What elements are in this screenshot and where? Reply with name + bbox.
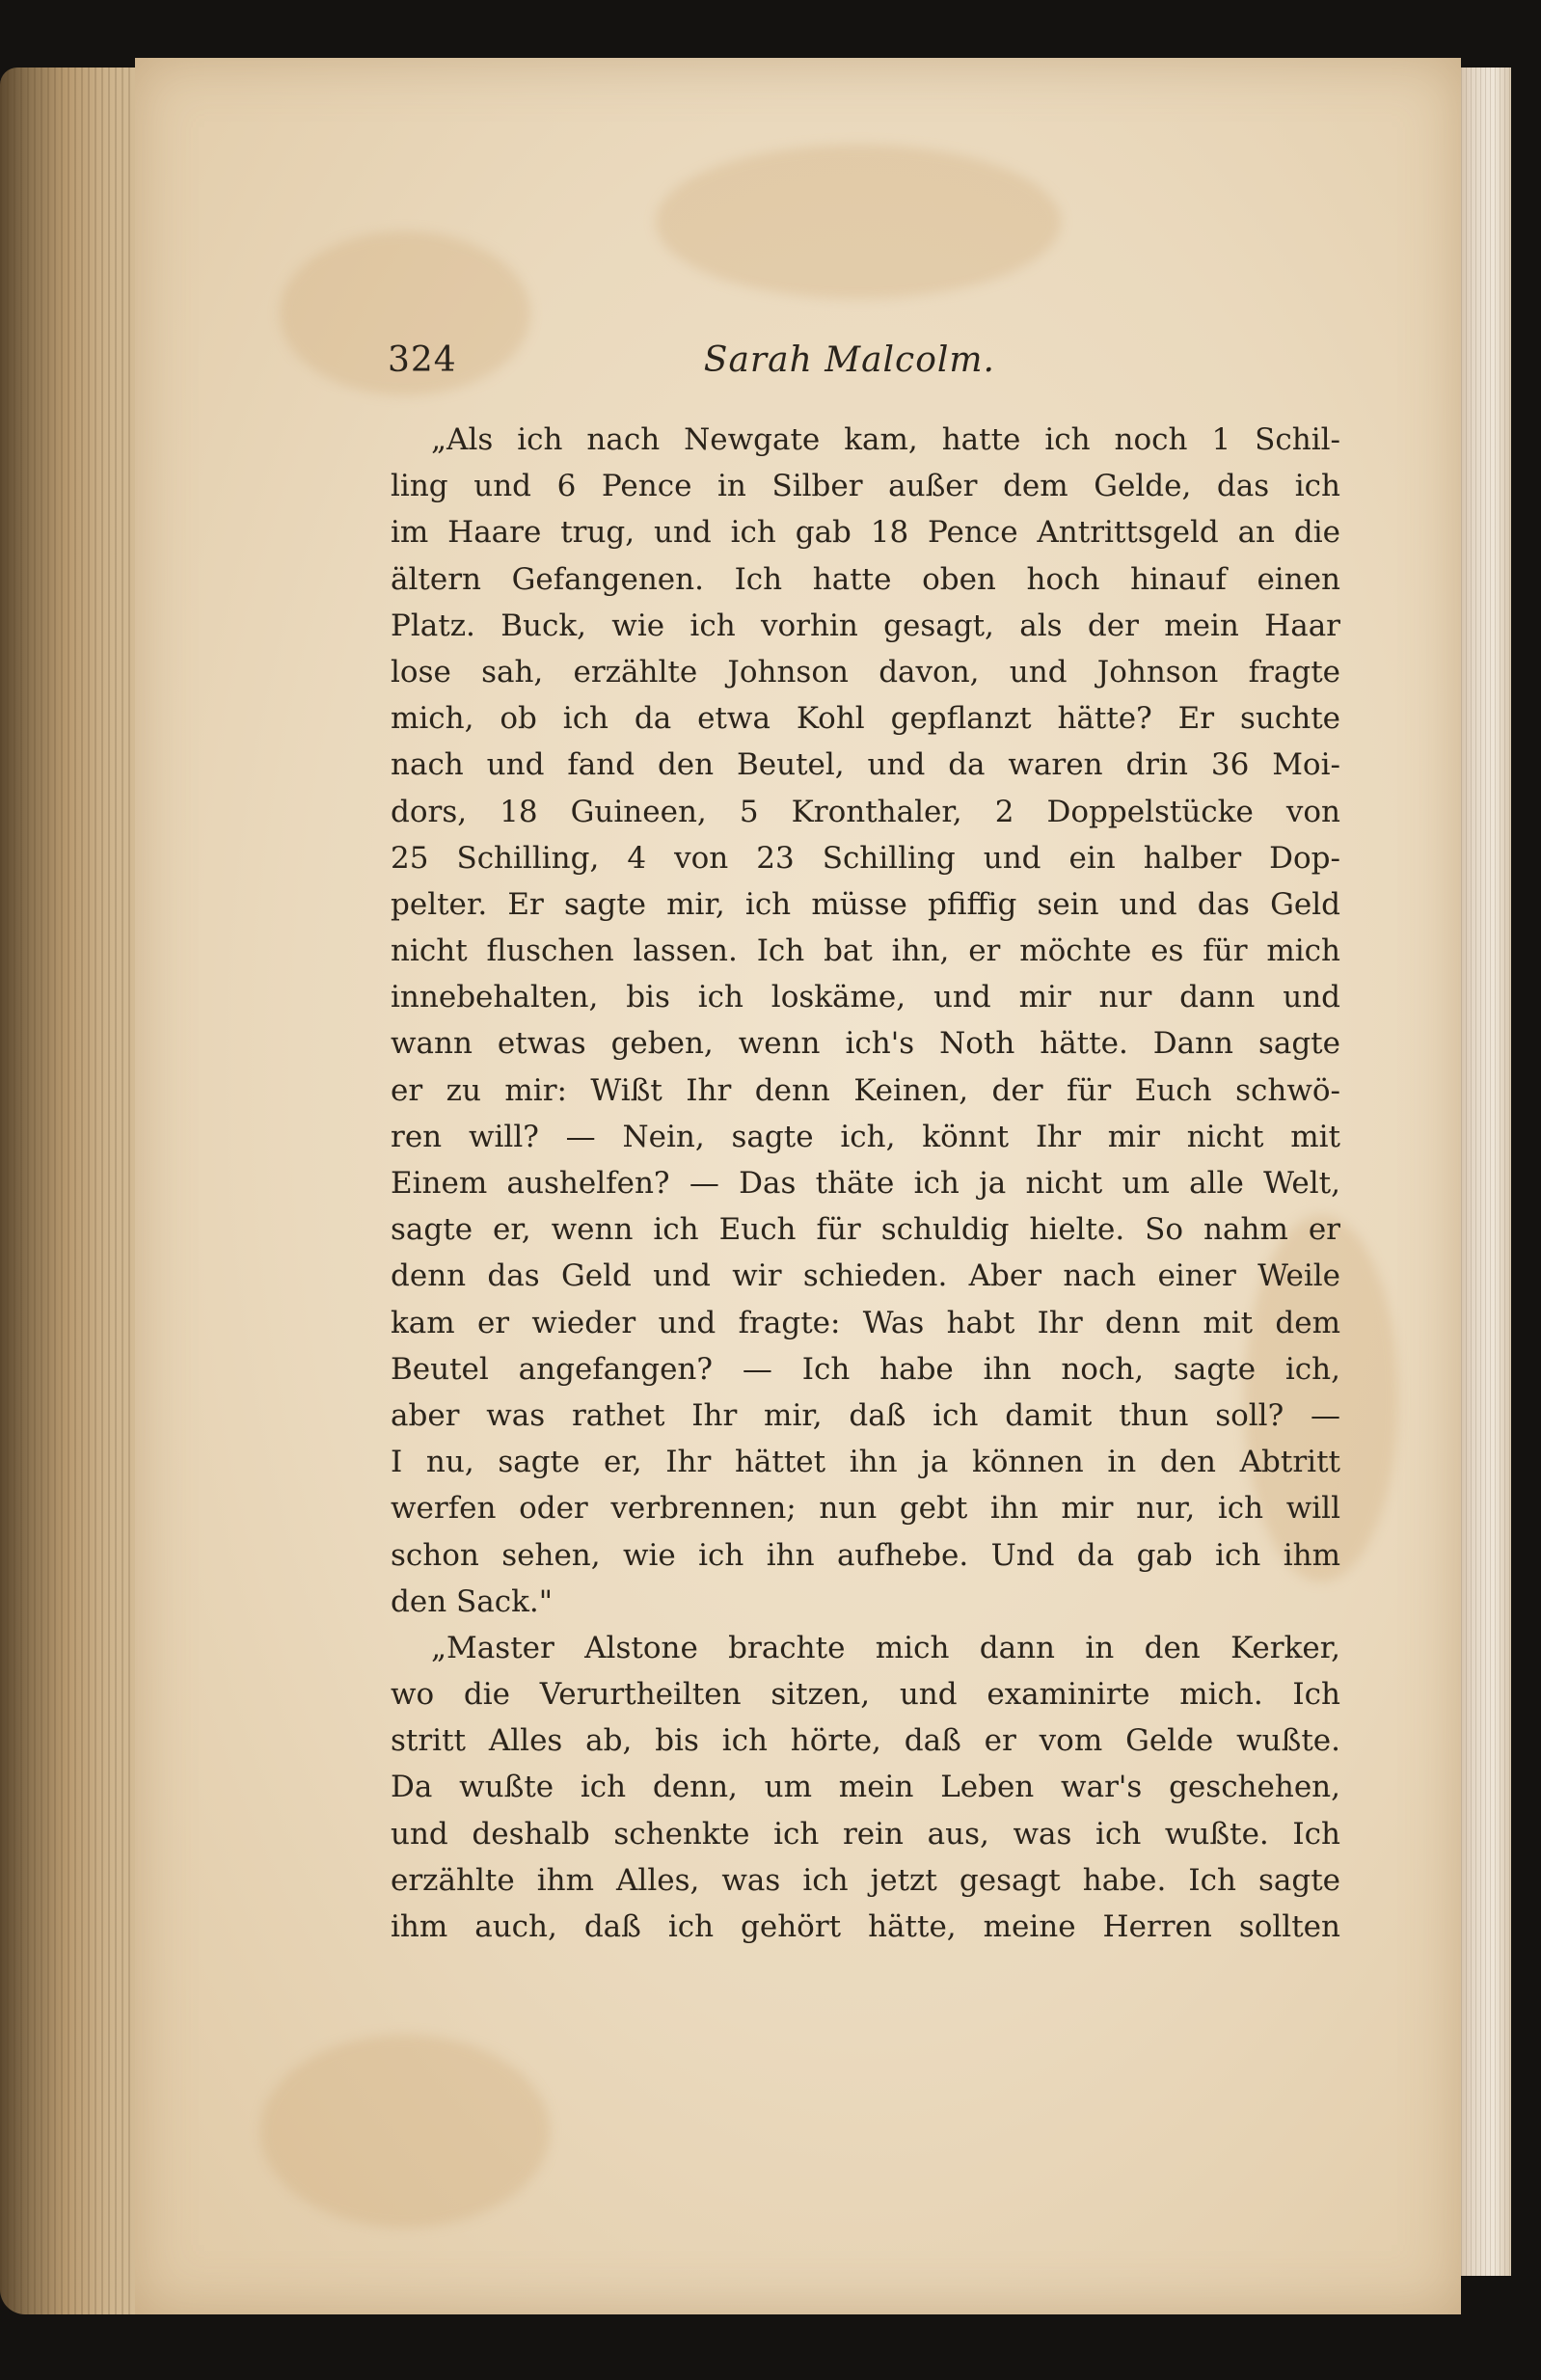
text-line: wo die Verurtheilten sitzen, und examinirte mich. Ich: [391, 1677, 1340, 1713]
paragraph: [391, 417, 1340, 1625]
text-line: lose sah, erzählte Johnson davon, und Johnson fragte: [391, 654, 1340, 690]
text-line: den Sack.": [391, 1583, 553, 1619]
paper-stain: [656, 145, 1061, 299]
text-line: werfen oder verbrennen; nun gebt ihn mir nur, ich will: [391, 1491, 1340, 1527]
running-title: Sarah Malcolm.: [703, 340, 995, 380]
text-line: nach und fand den Beutel, und da waren drin 36 Moi-: [391, 747, 1340, 783]
page-number: 324: [388, 340, 457, 380]
text-line: er zu mir: Wißt Ihr denn Keinen, der für Euch schwö-: [391, 1072, 1340, 1108]
text-line: 25 Schilling, 4 von 23 Schilling und ein halber Dop-: [391, 840, 1340, 876]
text-line: dors, 18 Guineen, 5 Kronthaler, 2 Doppelstücke von: [391, 794, 1340, 829]
text-line: „Master Alstone brachte mich dann in den Kerker,: [431, 1630, 1340, 1665]
text-line: und deshalb schenkte ich rein aus, was ich wußte. Ich: [391, 1816, 1340, 1852]
text-line: Platz. Buck, wie ich vorhin gesagt, als der mein Haar: [391, 608, 1340, 643]
text-line: pelter. Er sagte mir, ich müsse pfiffig sein und das Geld: [391, 886, 1340, 922]
text-line: ältern Gefangenen. Ich hatte oben hoch hinauf einen: [391, 561, 1340, 597]
text-line: stritt Alles ab, bis ich hörte, daß er vom Gelde wußte.: [391, 1723, 1340, 1759]
text-line: I nu, sagte er, Ihr hättet ihn ja können in den Abtritt: [391, 1445, 1340, 1480]
text-line: ihm auch, daß ich gehört hätte, meine Herren sollten: [391, 1909, 1340, 1944]
text-line: schon sehen, wie ich ihn aufhebe. Und da gab ich ihm: [391, 1537, 1340, 1573]
text-line: sagte er, wenn ich Euch für schuldig hielte. So nahm er: [391, 1212, 1340, 1248]
text-line: innebehalten, bis ich loskäme, und mir nur dann und: [391, 980, 1340, 1015]
text-line: „Als ich nach Newgate kam, hatte ich noch 1 Schil-: [431, 422, 1340, 457]
text-line: mich, ob ich da etwa Kohl gepflanzt hätte? Er suchte: [391, 701, 1340, 737]
text-line: erzählte ihm Alles, was ich jetzt gesagt habe. Ich sagte: [391, 1862, 1340, 1898]
text-line: kam er wieder und fragte: Was habt Ihr denn mit dem: [391, 1305, 1340, 1340]
paragraph: [391, 1625, 1340, 1950]
text-line: Einem aushelfen? — Das thäte ich ja nicht um alle Welt,: [391, 1166, 1340, 1201]
text-line: ling und 6 Pence in Silber außer dem Gelde, das ich: [391, 469, 1340, 504]
text-line: Beutel angefangen? — Ich habe ihn noch, sagte ich,: [391, 1351, 1340, 1387]
text-line: nicht fluschen lassen. Ich bat ihn, er möchte es für mich: [391, 933, 1340, 969]
text-line: im Haare trug, und ich gab 18 Pence Antrittsgeld an die: [391, 515, 1340, 551]
body-text: [391, 417, 1340, 1950]
paper-stain: [260, 2035, 550, 2228]
text-line: aber was rathet Ihr mir, daß ich damit thun soll? —: [391, 1397, 1340, 1433]
text-line: denn das Geld und wir schieden. Aber nach einer Weile: [391, 1258, 1340, 1294]
page-header: [388, 333, 995, 391]
text-line: wann etwas geben, wenn ich's Noth hätte. Dann sagte: [391, 1026, 1340, 1062]
text-line: ren will? — Nein, sagte ich, könnt Ihr mir nicht mit: [391, 1119, 1340, 1154]
text-line: Da wußte ich denn, um mein Leben war's geschehen,: [391, 1770, 1340, 1805]
